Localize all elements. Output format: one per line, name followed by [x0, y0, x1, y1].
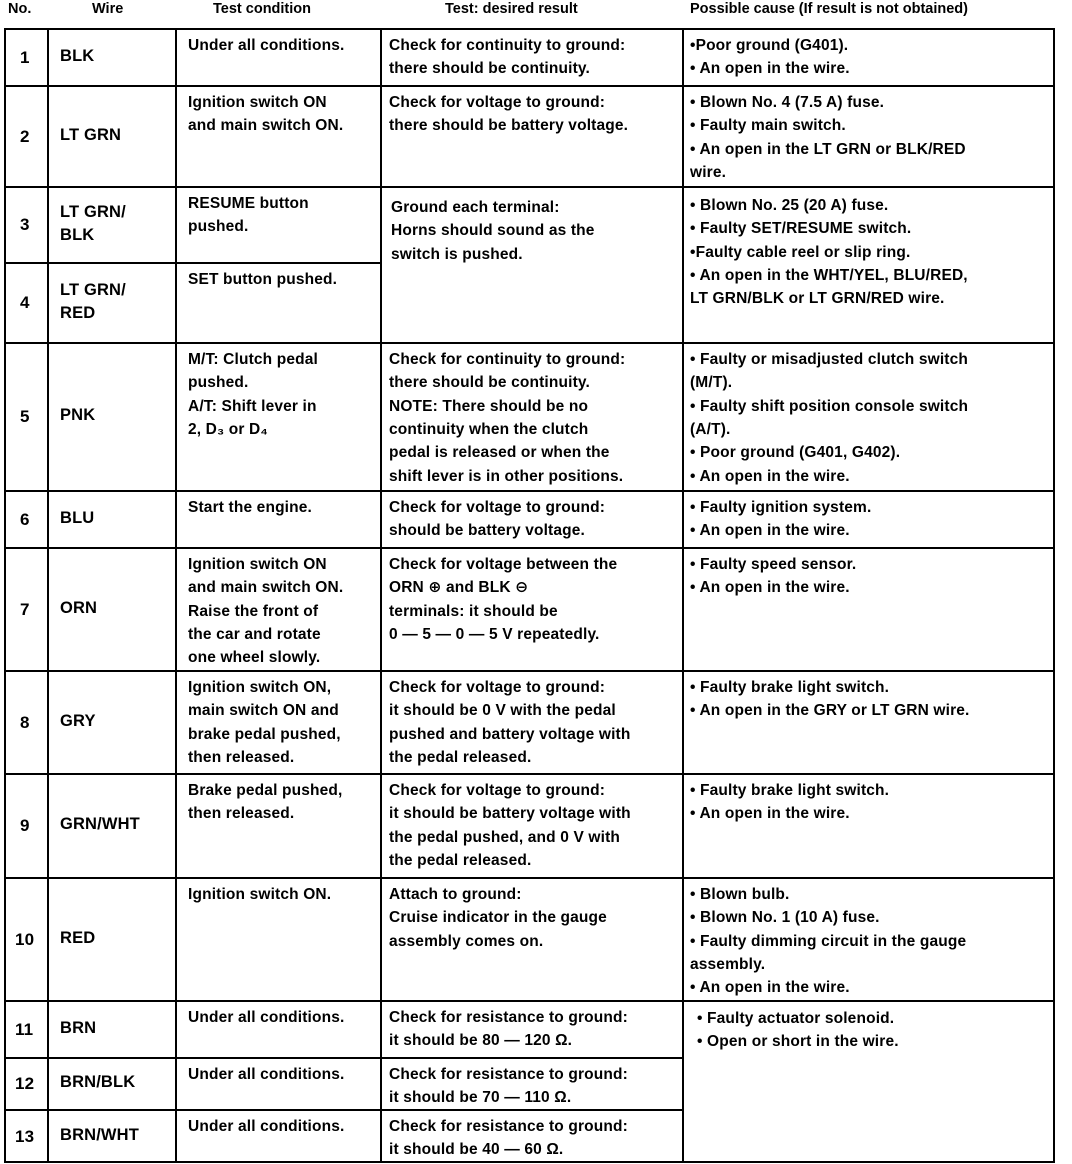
desired-result: ORN ⊕ and BLK ⊖	[389, 579, 529, 597]
possible-cause: • An open in the GRY or LT GRN wire.	[690, 702, 970, 720]
possible-cause: • An open in the wire.	[690, 60, 850, 78]
wire-color: LT GRN/	[60, 202, 126, 221]
possible-cause: • Blown bulb.	[690, 886, 790, 903]
wire-color: GRY	[60, 711, 96, 730]
test-condition: Under all conditions.	[188, 1009, 345, 1026]
possible-cause: (A/T).	[690, 420, 731, 438]
row-separator	[4, 773, 1055, 775]
possible-cause: • Open or short in the wire.	[697, 1033, 899, 1051]
test-condition: M/T: Clutch pedal	[188, 351, 318, 368]
possible-cause: • Faulty shift position console switch	[690, 397, 969, 415]
row-number: 6	[20, 509, 30, 529]
row-number: 2	[20, 126, 30, 146]
desired-result: the pedal pushed, and 0 V with	[389, 828, 620, 846]
table-border-left	[4, 28, 6, 1162]
desired-result: Ground each terminal:	[391, 199, 560, 216]
wire-color: BLK	[60, 46, 95, 65]
row-separator	[4, 262, 382, 264]
test-condition: Under all conditions.	[188, 1118, 345, 1135]
test-condition: Brake pedal pushed,	[188, 782, 343, 799]
test-condition: pushed.	[188, 374, 249, 392]
possible-cause: •Poor ground (G401).	[690, 37, 849, 54]
row-number: 5	[20, 407, 30, 426]
desired-result: Check for voltage to ground:	[389, 679, 606, 696]
desired-result: continuity when the clutch	[389, 420, 589, 438]
wire-color: BLU	[60, 508, 95, 527]
row-number: 7	[20, 599, 30, 619]
header-test-condition: Test condition	[213, 1, 312, 17]
test-condition: brake pedal pushed,	[188, 725, 341, 743]
desired-result: it should be 0 V with the pedal	[389, 702, 616, 720]
possible-cause: • Faulty or misadjusted clutch switch	[690, 351, 968, 368]
possible-cause: • An open in the wire.	[690, 979, 850, 997]
row-separator	[4, 547, 1055, 549]
desired-result: Check for resistance to ground:	[389, 1118, 628, 1135]
possible-cause: • An open in the LT GRN or BLK/RED	[690, 140, 966, 158]
desired-result: it should be 40 — 60 Ω.	[389, 1141, 564, 1159]
possible-cause: • An open in the wire.	[690, 805, 850, 823]
desired-result: shift lever is in other positions.	[389, 467, 624, 485]
desired-result: Attach to ground:	[389, 886, 522, 903]
possible-cause: • An open in the wire.	[690, 579, 850, 597]
header-wire: Wire	[92, 1, 124, 17]
desired-result: terminals: it should be	[389, 602, 558, 620]
test-condition: main switch ON and	[188, 702, 339, 720]
possible-cause: • An open in the wire.	[690, 467, 850, 485]
column-separator	[47, 28, 49, 1162]
wire-color: PNK	[60, 406, 96, 425]
row-separator	[4, 342, 1055, 344]
wire-color: RED	[60, 928, 96, 947]
desired-result: pedal is released or when the	[389, 444, 610, 462]
desired-result: pushed and battery voltage with	[389, 725, 631, 743]
header-possible-cause: Possible cause (If result is not obtained)	[690, 1, 968, 17]
desired-result: Check for continuity to ground:	[389, 351, 626, 368]
possible-cause: • An open in the WHT/YEL, BLU/RED,	[690, 266, 968, 284]
row-separator	[4, 1057, 684, 1059]
test-condition: 2, D₃ or D₄	[188, 420, 268, 438]
desired-result: NOTE: There should be no	[389, 397, 589, 415]
column-separator	[682, 28, 684, 1162]
possible-cause: • Faulty speed sensor.	[690, 556, 857, 573]
desired-result: there should be battery voltage.	[389, 117, 629, 135]
desired-result: Check for continuity to ground:	[389, 37, 626, 54]
test-condition: then released.	[188, 805, 295, 823]
row-number: 11	[15, 1019, 34, 1039]
test-condition: the car and rotate	[188, 625, 321, 643]
possible-cause: • Faulty ignition system.	[690, 499, 872, 516]
possible-cause: LT GRN/BLK or LT GRN/RED wire.	[690, 290, 945, 308]
possible-cause: wire.	[690, 163, 727, 181]
row-separator	[4, 1109, 684, 1111]
column-separator	[175, 28, 177, 1162]
possible-cause: • Faulty main switch.	[690, 117, 846, 135]
header-no: No.	[8, 1, 32, 17]
desired-result: it should be battery voltage with	[389, 805, 631, 823]
desired-result: Horns should sound as the	[391, 222, 595, 240]
test-condition: pushed.	[188, 218, 249, 236]
test-condition: Under all conditions.	[188, 1066, 345, 1083]
possible-cause: • Poor ground (G401, G402).	[690, 444, 901, 462]
desired-result: assembly comes on.	[389, 932, 544, 950]
possible-cause: assembly.	[690, 955, 766, 973]
possible-cause: (M/T).	[690, 374, 733, 392]
desired-result: the pedal released.	[389, 851, 532, 869]
row-number: 1	[20, 47, 30, 67]
possible-cause: • Blown No. 1 (10 A) fuse.	[690, 909, 880, 927]
wire-color: ORN	[60, 598, 98, 617]
desired-result: should be battery voltage.	[389, 522, 585, 540]
header-desired-result: Test: desired result	[445, 1, 578, 17]
test-condition: and main switch ON.	[188, 117, 344, 135]
test-condition: one wheel slowly.	[188, 649, 321, 667]
wire-color: BRN/WHT	[60, 1125, 139, 1144]
possible-cause: • Faulty SET/RESUME switch.	[690, 220, 912, 238]
test-condition: Ignition switch ON,	[188, 679, 332, 696]
desired-result: Check for voltage to ground:	[389, 94, 606, 111]
desired-result: switch is pushed.	[391, 245, 523, 263]
row-number: 4	[20, 293, 30, 312]
desired-result: Check for voltage to ground:	[389, 782, 606, 799]
table-border-right	[1053, 28, 1055, 1162]
test-condition: SET button pushed.	[188, 271, 338, 288]
desired-result: Check for voltage between the	[389, 556, 618, 573]
wire-color: LT GRN	[60, 125, 122, 144]
possible-cause: • Faulty actuator solenoid.	[697, 1010, 895, 1027]
desired-result: Check for voltage to ground:	[389, 499, 606, 516]
row-number: 12	[15, 1074, 35, 1093]
test-condition: Raise the front of	[188, 602, 319, 620]
desired-result: there should be continuity.	[389, 374, 590, 392]
desired-result: 0 — 5 — 0 — 5 V repeatedly.	[389, 625, 600, 643]
possible-cause: • Blown No. 4 (7.5 A) fuse.	[690, 94, 885, 111]
possible-cause: •Faulty cable reel or slip ring.	[690, 243, 911, 261]
wire-color: BLK	[60, 226, 95, 244]
wire-color: GRN/WHT	[60, 815, 140, 834]
desired-result: Cruise indicator in the gauge	[389, 909, 607, 927]
possible-cause: • Faulty brake light switch.	[690, 782, 890, 799]
desired-result: it should be 80 — 120 Ω.	[389, 1032, 573, 1050]
desired-result: Check for resistance to ground:	[389, 1066, 628, 1083]
wire-color: LT GRN/	[60, 280, 126, 299]
desired-result: there should be continuity.	[389, 60, 590, 78]
row-number: 8	[20, 712, 30, 732]
table-border-top	[4, 28, 1055, 30]
test-condition: then released.	[188, 748, 295, 766]
wire-color: BRN/BLK	[60, 1073, 136, 1092]
test-condition: A/T: Shift lever in	[188, 397, 317, 415]
row-number: 3	[20, 215, 30, 234]
row-separator	[4, 490, 1055, 492]
row-separator	[4, 877, 1055, 879]
test-condition: and main switch ON.	[188, 579, 344, 597]
possible-cause: • An open in the wire.	[690, 522, 850, 540]
test-condition: Under all conditions.	[188, 37, 345, 54]
row-separator	[4, 670, 1055, 672]
desired-result: the pedal released.	[389, 748, 532, 766]
possible-cause: • Faulty dimming circuit in the gauge	[690, 932, 967, 950]
column-separator	[380, 28, 382, 1162]
test-condition: Ignition switch ON.	[188, 886, 332, 903]
possible-cause: • Faulty brake light switch.	[690, 679, 890, 696]
row-separator	[4, 1000, 1055, 1002]
test-condition: Ignition switch ON	[188, 556, 327, 573]
wire-color: BRN	[60, 1018, 97, 1037]
row-separator	[4, 186, 1055, 188]
desired-result: it should be 70 — 110 Ω.	[389, 1089, 572, 1107]
row-number: 10	[15, 929, 35, 949]
possible-cause: • Blown No. 25 (20 A) fuse.	[690, 197, 889, 214]
test-condition: RESUME button	[188, 195, 309, 212]
test-condition: Start the engine.	[188, 499, 312, 516]
row-number: 9	[20, 816, 30, 835]
row-number: 13	[15, 1126, 35, 1146]
test-condition: Ignition switch ON	[188, 94, 327, 111]
wire-color: RED	[60, 304, 96, 322]
desired-result: Check for resistance to ground:	[389, 1009, 628, 1026]
row-separator	[4, 85, 1055, 87]
